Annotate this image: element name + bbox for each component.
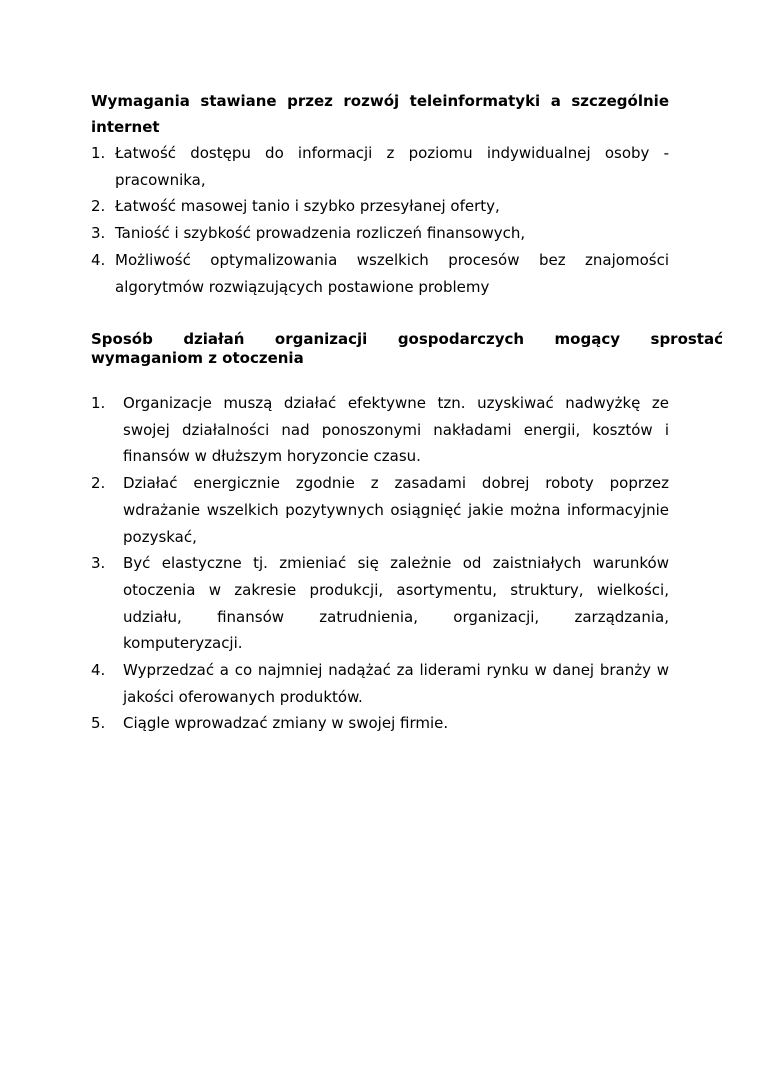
list-item-text: Organizacje muszą działać efektywne tzn. uzyskiwać nadwyżkę ze swojej działalności nad ponoszonymi nakładami energii, kosztów i finansów w dłuższym horyzoncie czasu. — [123, 394, 669, 466]
list-item-text: Działać energicznie zgodnie z zasadami dobrej roboty poprzez wdrażanie wszelkich pozytywnych osiągnięć jakie można informacyjnie pozyskać, — [123, 474, 669, 546]
list-item-text: Ciągle wprowadzać zmiany w swojej firmie. — [123, 714, 449, 733]
list-item-number: 1. — [91, 144, 106, 162]
list-item-text: Łatwość dostępu do informacji z poziomu indywidualnej osoby -pracownika, — [115, 144, 669, 189]
list-item — [91, 140, 669, 193]
list-item-number: 3. — [91, 554, 106, 573]
list-item-number: 4. — [91, 250, 106, 269]
list-item — [91, 470, 669, 550]
list-item — [91, 710, 669, 737]
list-item-text: Być elastyczne tj. zmieniać się zależnie od zaistniałych warunków otoczenia w zakresie produkcji, asortymentu, struktury, wielkości, udziału, finansów zatrudnienia, organizacji, zarządzania, komputeryzacji. — [123, 554, 669, 653]
list-item-text: Wyprzedzać a co najmniej nadążać za liderami rynku w danej branży w jakości oferowanych produktów. — [123, 661, 669, 706]
list-item-text: Łatwość masowej tanio i szybko przesyłanej oferty, — [115, 197, 500, 216]
list-item — [91, 247, 669, 300]
list-item-number: 1. — [91, 394, 106, 412]
list-item-text: Taniość i szybkość prowadzenia rozliczeń finansowych, — [115, 224, 526, 243]
section2-heading-line2: wymaganiom z otoczenia — [91, 349, 304, 367]
list-item — [91, 220, 669, 247]
list-item — [91, 390, 669, 470]
list-item-number: 4. — [91, 661, 106, 680]
list-item-number: 3. — [91, 224, 106, 243]
list-item — [91, 657, 669, 710]
section2-heading — [91, 330, 723, 368]
list-item-number: 2. — [91, 197, 106, 216]
list-item-number: 2. — [91, 474, 106, 493]
requirements-list — [91, 140, 669, 300]
list-item-text: Możliwość optymalizowania wszelkich procesów bez znajomości algorytmów rozwiązujących postawione problemy — [115, 250, 669, 296]
list-item — [91, 550, 669, 657]
section1-heading: Wymagania stawiane przez rozwój teleinformatyki a szczególnie internet — [91, 92, 669, 136]
list-item-number: 5. — [91, 714, 106, 733]
list-item — [91, 193, 669, 220]
organization-actions-list — [91, 390, 669, 737]
section2-heading-line1: Sposób działań organizacji gospodarczych mogący sprostać — [91, 330, 723, 348]
